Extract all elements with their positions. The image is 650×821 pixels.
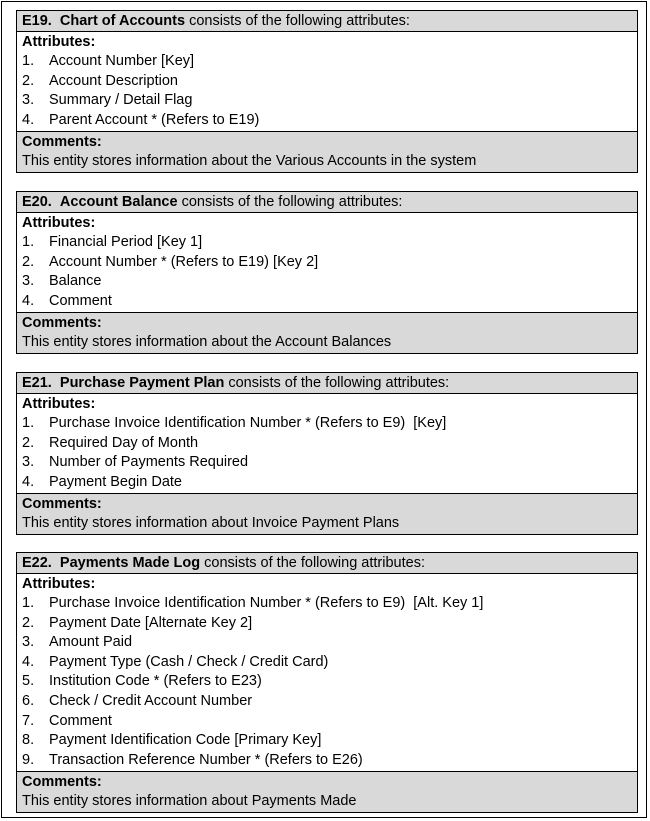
attribute-number: 7. [22, 712, 35, 729]
attribute-item [17, 751, 637, 771]
attribute-item [17, 52, 637, 72]
attribute-number: 3. [22, 92, 35, 109]
attribute-number: 9. [22, 751, 35, 768]
attribute-item [17, 594, 637, 614]
attribute-text: Comment [49, 712, 112, 729]
attribute-number: 4. [22, 292, 35, 309]
attribute-number: 4. [22, 473, 35, 490]
attributes-label: Attributes: [22, 396, 96, 412]
attribute-item [17, 434, 637, 454]
attribute-item [17, 233, 637, 253]
entity-block-e22 [16, 552, 638, 813]
entity-name: Purchase Payment Plan [59, 375, 225, 391]
document-page [1, 1, 647, 818]
attribute-number: 6. [22, 692, 35, 709]
attribute-number: 2. [22, 434, 35, 451]
attribute-item [17, 292, 637, 312]
entity-code: E19. [22, 13, 52, 29]
attribute-item [17, 72, 637, 92]
attribute-number: 8. [22, 732, 35, 749]
attribute-item [17, 672, 637, 692]
attributes-section [17, 32, 637, 131]
attribute-number: 3. [22, 454, 35, 471]
attribute-text: Summary / Detail Flag [49, 92, 193, 109]
attribute-text: Account Description [49, 72, 178, 89]
attribute-item [17, 614, 637, 634]
attribute-item [17, 473, 637, 493]
attributes-section [17, 394, 637, 493]
entity-block-e20 [16, 191, 638, 354]
comment-text: This entity stores information about Payments Made [22, 793, 357, 810]
entity-name: Account Balance [59, 194, 178, 210]
comment-text: This entity stores information about the Various Accounts in the system [22, 153, 477, 170]
attributes-label: Attributes: [22, 34, 96, 50]
comments-label: Comments: [22, 134, 102, 151]
attribute-text: Payment Date [Alternate Key 2] [49, 614, 253, 631]
comments-label: Comments: [22, 774, 102, 791]
attribute-item [17, 633, 637, 653]
attribute-text: Amount Paid [49, 634, 133, 651]
comments-section [17, 493, 637, 534]
attribute-text: Institution Code * (Refers to E23) [49, 673, 262, 690]
attribute-text: Account Number * (Refers to E19) [Key 2] [49, 253, 319, 270]
attribute-number: 2. [22, 253, 35, 270]
attribute-number: 5. [22, 673, 35, 690]
comments-section [17, 131, 637, 172]
attribute-number: 3. [22, 273, 35, 290]
entity-header-suffix: consists of the following attributes: [200, 555, 425, 571]
attribute-text: Purchase Invoice Identification Number * (Refers to E9) [Alt. Key 1] [49, 595, 484, 611]
attribute-text: Transaction Reference Number * (Refers to E26) [49, 751, 363, 768]
attribute-item [17, 91, 637, 111]
attribute-text: Account Number [Key] [49, 53, 195, 69]
attribute-text: Purchase Invoice Identification Number * (Refers to E9) [Key] [49, 415, 447, 431]
attribute-text: Required Day of Month [49, 434, 199, 451]
entity-header [17, 192, 637, 213]
attribute-number: 1. [22, 415, 35, 431]
attribute-text: Payment Identification Code [Primary Key] [49, 732, 322, 749]
entity-header-suffix: consists of the following attributes: [224, 375, 450, 391]
entity-code: E21. [22, 375, 52, 391]
attribute-item [17, 414, 637, 434]
attribute-item [17, 731, 637, 751]
attribute-number: 2. [22, 72, 35, 89]
attribute-text: Balance [49, 273, 102, 290]
attribute-item [17, 453, 637, 473]
entity-header-suffix: consists of the following attributes: [185, 13, 410, 29]
attributes-section [17, 574, 637, 771]
entity-header [17, 373, 637, 394]
comment-text: This entity stores information about Invoice Payment Plans [22, 515, 400, 532]
attribute-number: 3. [22, 634, 35, 651]
attribute-text: Payment Begin Date [49, 473, 182, 490]
attribute-text: Comment [49, 292, 112, 309]
attribute-item [17, 692, 637, 712]
attribute-number: 4. [22, 653, 35, 670]
attributes-section [17, 213, 637, 312]
attribute-text: Check / Credit Account Number [49, 692, 253, 709]
entity-header-suffix: consists of the following attributes: [177, 194, 403, 210]
attribute-item [17, 272, 637, 292]
entity-code: E22. [22, 555, 52, 571]
entity-block-e19 [16, 10, 638, 173]
comments-section [17, 771, 637, 812]
attributes-label: Attributes: [22, 215, 96, 231]
attribute-number: 1. [22, 53, 35, 69]
entity-header [17, 553, 637, 574]
attribute-number: 1. [22, 595, 35, 611]
entity-name: Chart of Accounts [59, 13, 186, 29]
entity-block-e21 [16, 372, 638, 535]
comments-section [17, 312, 637, 353]
attribute-item [17, 653, 637, 673]
attribute-number: 1. [22, 234, 35, 250]
entity-code: E20. [22, 194, 52, 210]
comments-label: Comments: [22, 315, 102, 332]
entity-header [17, 11, 637, 32]
attribute-text: Financial Period [Key 1] [49, 234, 203, 250]
comment-text: This entity stores information about the Account Balances [22, 334, 392, 351]
attribute-text: Number of Payments Required [49, 454, 249, 471]
comments-label: Comments: [22, 496, 102, 513]
attribute-item [17, 712, 637, 732]
attributes-label: Attributes: [22, 576, 96, 592]
entity-name: Payments Made Log [59, 555, 201, 571]
attribute-text: Parent Account * (Refers to E19) [49, 111, 260, 128]
attribute-number: 4. [22, 111, 35, 128]
attribute-item [17, 253, 637, 273]
attribute-item [17, 111, 637, 131]
attribute-number: 2. [22, 614, 35, 631]
attribute-text: Payment Type (Cash / Check / Credit Card) [49, 653, 329, 670]
